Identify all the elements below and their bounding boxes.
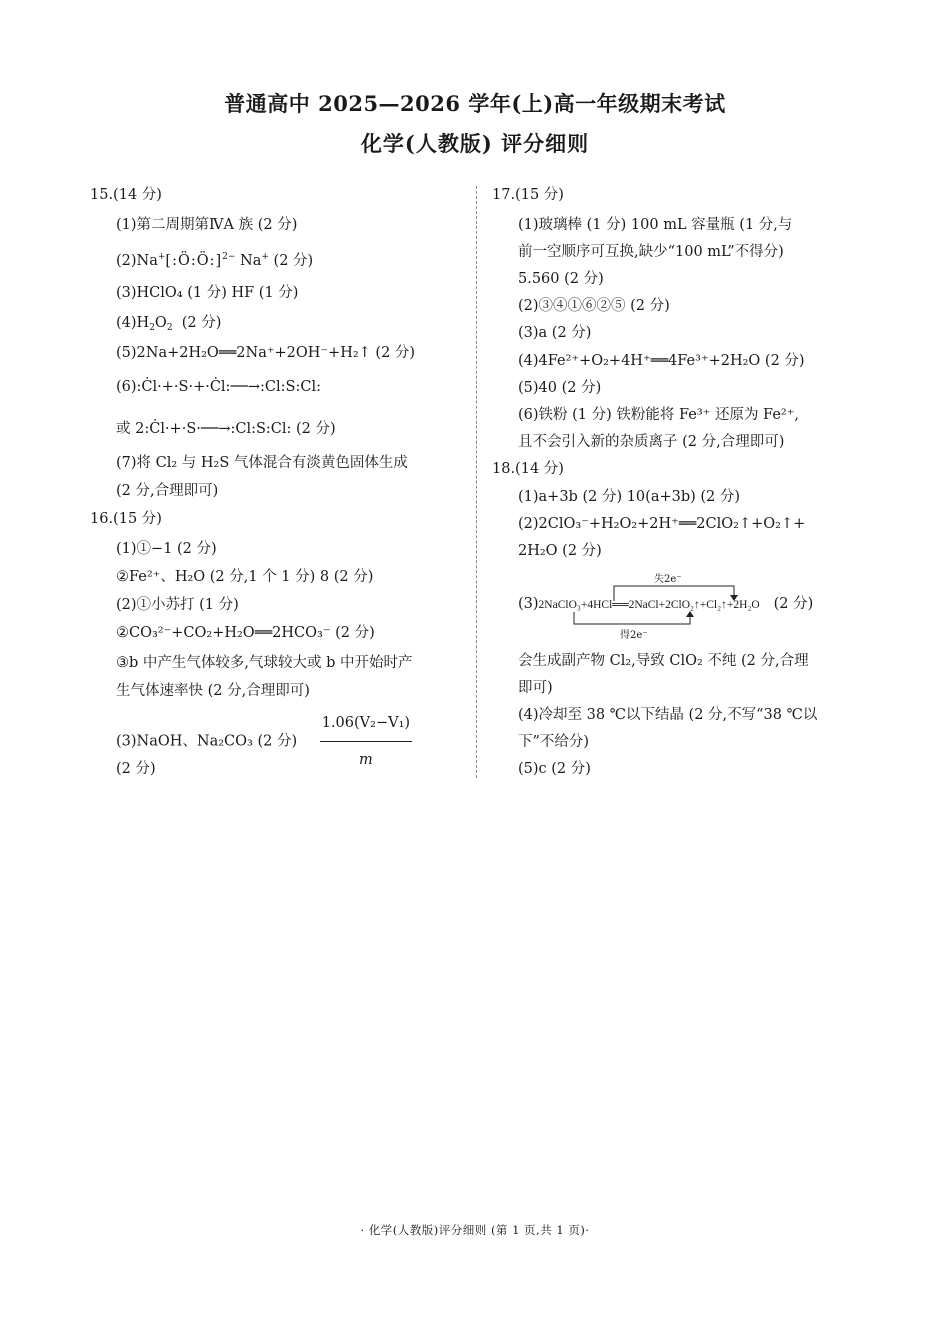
q16-answer-3-text: (3)NaOH、Na₂CO₃ (2 分) <box>116 733 298 750</box>
q15-answer-4: $(4)H_2O_2$ (2 分) <box>116 315 222 333</box>
peroxide-lewis-structure: [:Ö:Ö:] <box>165 253 223 269</box>
q18-answer-5: (5)c (2 分) <box>518 761 591 777</box>
lose-electrons-label: 失2e⁻ <box>654 574 682 585</box>
plus-sup: + <box>157 252 166 262</box>
q18-answer-2: (2)2ClO₃⁻+H₂O₂+2H⁺══2ClO₂↑+O₂↑+ <box>518 516 806 532</box>
plus-sup-2: + <box>261 252 269 262</box>
column-divider <box>476 186 477 778</box>
q18-answer-2-cont: 2H₂O (2 分) <box>518 543 602 559</box>
q18-answer-4-cont: 下”不给分) <box>518 734 590 750</box>
redox-equation: 2NaClO₃+4HCl══2NaCl+2ClO₂↑+Cl₂↑+2H₂O <box>538 599 760 611</box>
q15-answer-5: (5)2Na+2H₂O══2Na⁺+2OH⁻+H₂↑ (2 分) <box>116 345 416 361</box>
q17-answer-4: (4)4Fe²⁺+O₂+4H⁺══4Fe³⁺+2H₂O (2 分) <box>518 353 805 369</box>
q16-answer-3 <box>116 706 412 777</box>
q18-answer-3-note: 会生成副产物 Cl₂,导致 ClO₂ 不纯 (2 分,合理 <box>518 653 809 669</box>
q17-answer-1: (1)玻璃棒 (1 分) 100 mL 容量瓶 (1 分,与 <box>518 217 793 233</box>
q18-answer-3-note-cont: 即可) <box>518 680 553 696</box>
charge-sup: 2− <box>222 252 236 262</box>
q16-answer-1: (1)①−1 (2 分) <box>116 541 217 557</box>
q16-heading: 16.(15 分) <box>90 511 162 527</box>
q15-answer-7-note: (2 分,合理即可) <box>116 483 219 499</box>
q18-answer-4: (4)冷却至 38 ℃以下结晶 (2 分,不写“38 ℃以 <box>518 707 818 723</box>
q15-answer-6: (6):Ċl·+·S·+·Ċl:──→:Cl:S:Cl: <box>116 379 321 395</box>
q15-answer-2 <box>116 252 313 270</box>
gain-electrons-label: 得2e⁻ <box>620 630 648 641</box>
q15-answer-6-alt: 或 2:Ċl·+·S·──→:Cl:S:Cl: (2 分) <box>116 421 336 437</box>
q16-answer-2-2: ②CO₃²⁻+CO₂+H₂O══2HCO₃⁻ (2 分) <box>116 625 375 641</box>
q15-answer-2-prefix: (2)Na <box>116 253 158 269</box>
q17-answer-2: (2)③④①⑥②⑤ (2 分) <box>518 298 670 314</box>
exam-title: 普通高中 2025—2026 学年(上)高一年级期末考试 <box>224 91 726 116</box>
q16-answer-3-score: (2 分) <box>116 761 156 777</box>
mass-fraction-formula <box>320 706 412 777</box>
q17-answer-1-note: 前一空顺序可互换,缺少“100 mL”不得分) <box>518 244 784 260</box>
q15-answer-2-score: (2 分) <box>268 253 314 269</box>
q17-answer-3: (3)a (2 分) <box>518 325 592 341</box>
q17-answer-6-note: 且不会引入新的杂质离子 (2 分,合理即可) <box>518 434 785 450</box>
electron-transfer-diagram <box>518 568 872 644</box>
q17-answer-6: (6)铁粉 (1 分) 铁粉能将 Fe³⁺ 还原为 Fe²⁺, <box>518 407 799 423</box>
q17-answer-1-mass: 5.560 (2 分) <box>518 271 604 287</box>
q15-answer-1: (1)第二周期第ⅣA 族 (2 分) <box>116 217 298 233</box>
gain-arrow <box>574 612 690 624</box>
q15-answer-4-score: (2 分) <box>181 315 222 331</box>
q18-answer-1: (1)a+3b (2 分) 10(a+3b) (2 分) <box>518 489 741 505</box>
q17-answer-5: (5)40 (2 分) <box>518 380 602 396</box>
document-subtitle: 化学(人教版) 评分细则 <box>360 131 590 156</box>
redox-score: (2 分) <box>773 596 814 612</box>
q15-answer-4-prefix: (4)H <box>116 315 150 331</box>
redox-prefix: (3) <box>518 596 539 612</box>
q15-answer-7: (7)将 Cl₂ 与 H₂S 气体混合有淡黄色固体生成 <box>116 455 408 471</box>
q16-answer-1-2: ②Fe²⁺、H₂O (2 分,1 个 1 分) 8 (2 分) <box>116 569 374 585</box>
q18-heading: 18.(14 分) <box>492 461 564 477</box>
fraction-denominator: m <box>359 752 373 768</box>
q16-answer-2-3: ③b 中产生气体较多,气球较大或 b 中开始时产 <box>116 655 413 671</box>
q15-answer-3: (3)HClO₄ (1 分) HF (1 分) <box>116 285 299 301</box>
q16-answer-2-1: (2)①小苏打 (1 分) <box>116 597 239 613</box>
fraction-numerator: 1.06(V₂−V₁) <box>320 706 412 742</box>
q17-heading: 17.(15 分) <box>492 187 564 203</box>
redox-equation-line <box>518 592 813 613</box>
q15-answer-2-sodium: Na <box>235 253 262 269</box>
q15-heading: 15.(14 分) <box>90 187 162 203</box>
page-footer: · 化学(人教版)评分细则 (第 1 页,共 1 页)· <box>360 1223 590 1237</box>
q16-answer-2-3-cont: 生气体速率快 (2 分,合理即可) <box>116 683 310 699</box>
